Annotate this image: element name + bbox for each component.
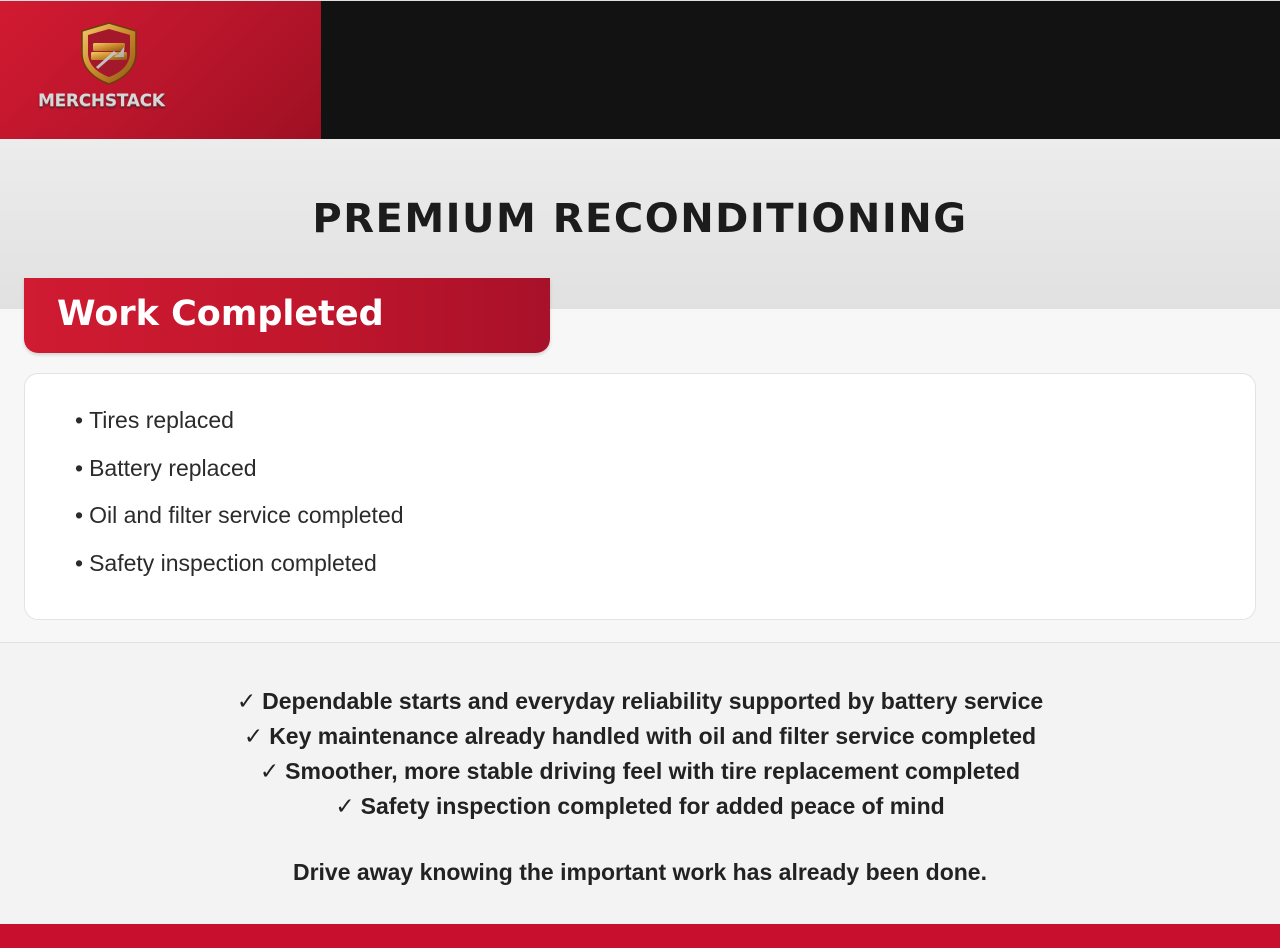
list-item-text: Oil and filter service completed bbox=[89, 502, 404, 528]
benefit-item bbox=[0, 754, 1280, 789]
list-item bbox=[75, 503, 404, 551]
bullet-icon: • bbox=[75, 454, 84, 481]
work-card bbox=[24, 373, 1256, 620]
page-title: PREMIUM RECONDITIONING bbox=[312, 196, 968, 242]
list-item bbox=[75, 408, 404, 456]
benefit-item bbox=[0, 684, 1280, 719]
benefit-item bbox=[0, 789, 1280, 824]
list-item bbox=[75, 551, 404, 599]
benefits-list bbox=[0, 684, 1280, 824]
merchstack-shield-logo-icon bbox=[78, 21, 140, 85]
check-icon: ✓ bbox=[236, 688, 257, 714]
list-item-text: Tires replaced bbox=[89, 407, 234, 433]
check-icon: ✓ bbox=[243, 723, 264, 749]
benefit-item bbox=[0, 719, 1280, 754]
benefit-text: Safety inspection completed for added peace of mind bbox=[360, 793, 945, 819]
benefit-text: Dependable starts and everyday reliability supported by battery service bbox=[262, 688, 1044, 714]
work-list bbox=[75, 408, 404, 598]
logo-panel bbox=[0, 1, 321, 140]
section-heading: Work Completed bbox=[57, 294, 384, 334]
list-item-text: Battery replaced bbox=[89, 454, 257, 481]
list-item-text: Safety inspection completed bbox=[89, 549, 377, 576]
benefit-text: Key maintenance already handled with oil and filter service completed bbox=[269, 723, 1037, 749]
benefit-text: Smoother, more stable driving feel with tire replacement completed bbox=[285, 758, 1021, 784]
section-tab bbox=[24, 278, 550, 353]
brand-name: MERCHSTACK bbox=[38, 91, 165, 111]
closing-statement: Drive away knowing the important work has already been done. bbox=[292, 859, 987, 885]
header bbox=[0, 0, 1280, 139]
bullet-icon: • bbox=[75, 549, 84, 576]
footer-bar bbox=[0, 924, 1280, 948]
list-item bbox=[75, 456, 404, 504]
check-icon: ✓ bbox=[335, 793, 355, 819]
check-icon: ✓ bbox=[259, 758, 280, 784]
bullet-icon: • bbox=[75, 502, 84, 528]
bullet-icon: • bbox=[75, 407, 84, 433]
